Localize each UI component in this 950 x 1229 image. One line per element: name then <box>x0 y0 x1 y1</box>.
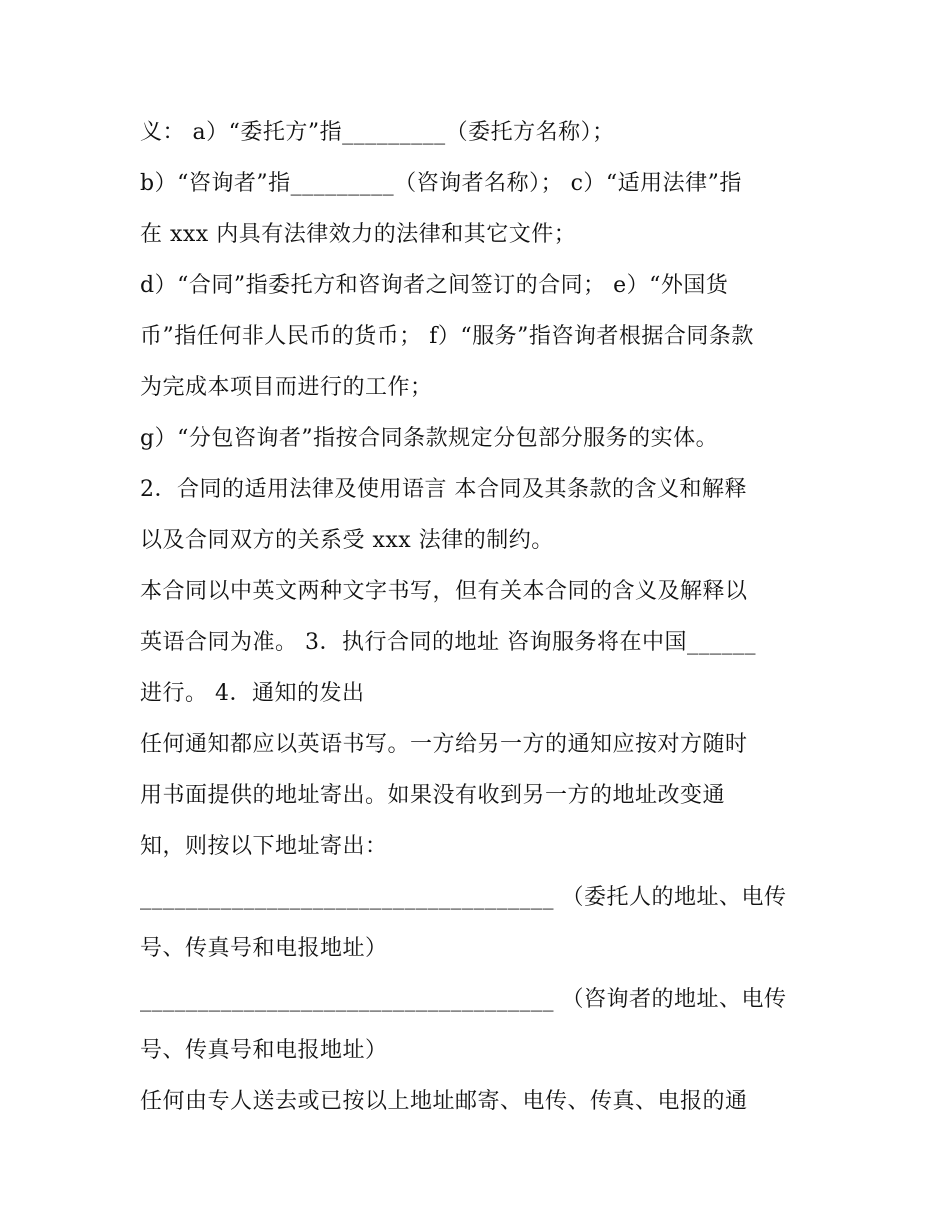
text-line: 任何由专人送去或已按以上地址邮寄、电传、传真、电报的通 <box>140 1089 748 1114</box>
text-line: 用书面提供的地址寄出。如果没有收到另一方的地址改变通 <box>140 783 726 808</box>
text-line: d）“合同”指委托方和咨询者之间签订的合同； e）“外国货 <box>140 273 729 298</box>
text-line: 在 xxx 内具有法律效力的法律和其它文件； <box>140 222 577 247</box>
text-line: 义： a）“委托方”指_________（委托方名称）； <box>140 120 615 145</box>
text-line: 任何通知都应以英语书写。一方给另一方的通知应按对方随时 <box>140 732 748 757</box>
text-line: 英语合同为准。 3．执行合同的地址 咨询服务将在中国______ <box>140 630 756 655</box>
text-line: 知，则按以下地址寄出： <box>140 834 388 859</box>
text-line: 为完成本项目而进行的工作； <box>140 375 433 400</box>
document-body <box>140 107 820 1127</box>
text-line: ____________________________________ （咨询者的地址、电传 <box>140 987 787 1012</box>
text-line: 号、传真号和电报地址） <box>140 936 388 961</box>
text-line: 本合同以中英文两种文字书写，但有关本合同的含义及解释以 <box>140 579 748 604</box>
text-line: b）“咨询者”指_________（咨询者名称）； c）“适用法律”指 <box>140 171 742 196</box>
text-line: 币”指任何非人民币的货币； f）“服务”指咨询者根据合同条款 <box>140 324 754 349</box>
text-line: 2．合同的适用法律及使用语言 本合同及其条款的含义和解释 <box>140 477 747 502</box>
text-line: g）“分包咨询者”指按合同条款规定分包部分服务的实体。 <box>140 426 719 451</box>
text-line: 号、传真号和电报地址） <box>140 1038 388 1063</box>
text-line: ____________________________________ （委托人的地址、电传 <box>140 885 787 910</box>
text-line: 以及合同双方的关系受 xxx 法律的制约。 <box>140 528 554 553</box>
text-line: 进行。 4．通知的发出 <box>140 681 365 706</box>
